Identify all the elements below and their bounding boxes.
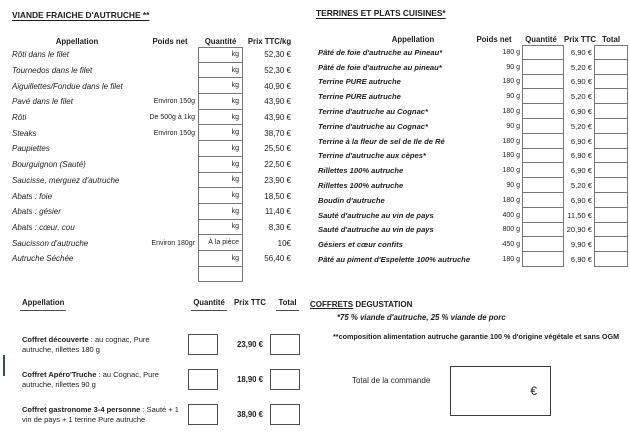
- product-name: Terrine d'autruche au Cognac*: [318, 121, 428, 131]
- product-row: [12, 78, 296, 94]
- order-total-label: Total de la commande: [352, 376, 431, 385]
- product-price: 52,30 €: [264, 50, 291, 60]
- fresh-meat-title: VIANDE FRAICHE D'AUTRUCHE **: [12, 10, 150, 20]
- fresh-meat-rows: [12, 47, 296, 267]
- total-input-box[interactable]: [594, 45, 628, 60]
- header-total: Total: [601, 34, 621, 44]
- product-name: Pâté de foie d'autruche au pineau*: [318, 62, 442, 72]
- total-input-box[interactable]: [270, 369, 300, 390]
- unit-label: À la pièce: [208, 239, 239, 247]
- header-poids-net: Poids net: [476, 34, 512, 44]
- total-input-box[interactable]: [270, 404, 300, 425]
- coffret-name-description: : au cognac, Pure autruche, rillettes 180 g: [22, 334, 150, 354]
- total-input-box[interactable]: [594, 60, 628, 75]
- product-price: 18,50 €: [264, 191, 291, 201]
- total-input-box[interactable]: [594, 119, 628, 134]
- footnote-meat-composition: *75 % viande d'autruche, 25 % viande de porc: [337, 313, 506, 322]
- quantity-input-box[interactable]: [522, 178, 564, 193]
- product-row: [316, 223, 628, 238]
- product-name: Terrine d'autruche au Cognac*: [318, 107, 428, 117]
- product-weight: 180 g: [502, 167, 520, 175]
- product-price: 6,90 €: [570, 47, 592, 57]
- product-row: [316, 45, 628, 60]
- product-row: [12, 125, 296, 141]
- product-row: [316, 119, 628, 134]
- unit-label: kg: [231, 113, 239, 121]
- product-weight: 90 g: [506, 182, 520, 190]
- quantity-input-box[interactable]: [198, 63, 243, 79]
- total-cell: [268, 369, 307, 390]
- product-price: 6,90 €: [570, 107, 592, 117]
- quantity-input-box[interactable]: [198, 251, 243, 267]
- quantity-input-box[interactable]: [198, 235, 243, 251]
- product-weight: De 500g à 1kg: [149, 114, 195, 122]
- product-price: 6,90 €: [570, 166, 592, 176]
- product-row: [12, 63, 296, 79]
- product-name: Abats : cœur, cou: [12, 222, 75, 232]
- trailing-empty-row: [12, 267, 296, 283]
- degustation-title-underlined: COFFRETS: [310, 300, 354, 309]
- quantity-input-box[interactable]: [198, 267, 243, 283]
- product-weight: 180 g: [502, 78, 520, 86]
- unit-label: kg: [231, 160, 239, 168]
- product-name: Abats : gésier: [12, 207, 61, 217]
- quantity-cell: [186, 334, 232, 355]
- product-weight: 90 g: [506, 93, 520, 101]
- unit-label: kg: [231, 192, 239, 200]
- product-name: Gésiers et cœur confits: [318, 240, 403, 250]
- coffret-name: [12, 405, 186, 425]
- product-weight: Environ 150g: [153, 129, 195, 137]
- header-quantite: Quantité: [186, 298, 232, 311]
- quantity-input-box[interactable]: [522, 223, 564, 238]
- quantity-input-box[interactable]: [198, 188, 243, 204]
- product-price: 6,90 €: [570, 136, 592, 146]
- unit-label: kg: [231, 66, 239, 74]
- quantity-input-box[interactable]: [198, 157, 243, 173]
- total-cell: [268, 334, 307, 355]
- coffret-name-bold: Coffret Apéro'Truche: [22, 369, 97, 379]
- product-name: Boudin d'autruche: [318, 195, 385, 205]
- quantity-input-box[interactable]: [198, 141, 243, 157]
- product-name: Terrine d'autruche aux cèpes*: [318, 151, 426, 161]
- total-input-box[interactable]: [594, 75, 628, 90]
- product-name: Terrine PURE autruche: [318, 77, 401, 87]
- product-row: [12, 94, 296, 110]
- degustation-section: [310, 300, 630, 440]
- footnote-feed-guarantee: **composition alimentation autruche garantie 100 % d'origine végétale et sans OGM: [333, 332, 620, 341]
- coffret-name: [12, 370, 186, 390]
- product-row: [316, 104, 628, 119]
- product-weight: 180 g: [502, 108, 520, 116]
- product-name: Pâté au piment d'Espelette 100% autruche: [318, 255, 471, 265]
- product-weight: 180 g: [502, 152, 520, 160]
- margin-change-bar: [3, 355, 5, 376]
- terrines-section: [316, 8, 628, 267]
- quantity-input-box[interactable]: [198, 78, 243, 94]
- product-name: Saucisse, merguez d'autruche: [12, 175, 120, 185]
- product-weight: 180 g: [502, 196, 520, 204]
- product-row: [316, 149, 628, 164]
- product-name: Terrine à la fleur de sel de Ile de Ré: [318, 136, 445, 146]
- product-row: [316, 252, 628, 267]
- quantity-input-box[interactable]: [188, 404, 218, 425]
- quantity-input-box[interactable]: [522, 193, 564, 208]
- unit-label: kg: [231, 207, 239, 215]
- product-row: [316, 134, 628, 149]
- product-name: Paupiettes: [12, 144, 50, 154]
- total-input-box[interactable]: [594, 134, 628, 149]
- quantity-input-box[interactable]: [198, 173, 243, 189]
- coffret-row: [12, 398, 308, 431]
- product-row: [316, 193, 628, 208]
- coffret-name-description: : au Cognac, Pure autruche, rillettes 90 g: [22, 369, 159, 389]
- order-total-input-box[interactable]: [450, 366, 551, 416]
- product-price: 5,20 €: [570, 181, 592, 191]
- header-appellation: Appellation: [391, 34, 435, 44]
- product-price: 6,90 €: [570, 195, 592, 205]
- product-row: [12, 235, 296, 251]
- total-input-box[interactable]: [594, 149, 628, 164]
- product-weight: 400 g: [502, 211, 520, 219]
- header-quantite: Quantité: [204, 36, 237, 46]
- unit-label: kg: [231, 223, 239, 231]
- product-weight: 800 g: [502, 226, 520, 234]
- product-price: 43,90 €: [264, 97, 291, 107]
- product-weight: 180 g: [502, 48, 520, 56]
- quantity-input-box[interactable]: [522, 104, 564, 119]
- product-row: [316, 75, 628, 90]
- quantity-input-box[interactable]: [198, 204, 243, 220]
- total-cell: [268, 404, 307, 425]
- product-row: [316, 178, 628, 193]
- product-price: 5,20 €: [570, 92, 592, 102]
- quantity-input-box[interactable]: [198, 94, 243, 110]
- header-prix-ttc-kg: Prix TTC/kg: [247, 36, 292, 46]
- quantity-input-box[interactable]: [522, 75, 564, 90]
- coffret-price: 38,90 €: [236, 410, 263, 419]
- product-weight: 90 g: [506, 122, 520, 130]
- product-name: Pavé dans le filet: [12, 97, 73, 107]
- coffret-name-bold: Coffret découverte: [22, 334, 89, 344]
- quantity-input-box[interactable]: [522, 163, 564, 178]
- coffrets-header-row: [12, 298, 308, 311]
- quantity-input-box[interactable]: [522, 60, 564, 75]
- product-row: [12, 220, 296, 236]
- product-price: 11,40 €: [264, 207, 291, 217]
- total-input-box[interactable]: [594, 163, 628, 178]
- unit-label: kg: [231, 82, 239, 90]
- terrines-header-row: [316, 33, 628, 45]
- quantity-input-box[interactable]: [522, 149, 564, 164]
- quantity-input-box[interactable]: [522, 208, 564, 223]
- quantity-input-box[interactable]: [522, 237, 564, 252]
- product-name: Autruche Séchée: [12, 254, 74, 264]
- product-price: 38,70 €: [264, 128, 291, 138]
- coffret-name: [12, 335, 186, 355]
- unit-label: kg: [231, 144, 239, 152]
- product-row: [12, 110, 296, 126]
- product-price: 20,90 €: [566, 225, 592, 235]
- product-price: 23,90 €: [264, 175, 291, 185]
- product-price: 22,50 €: [264, 160, 291, 170]
- header-appellation: Appellation: [12, 298, 186, 311]
- total-input-box[interactable]: [594, 193, 628, 208]
- unit-label: kg: [231, 176, 239, 184]
- header-quantite: Quantité: [525, 34, 557, 44]
- quantity-input-box[interactable]: [198, 220, 243, 236]
- quantity-input-box[interactable]: [188, 334, 218, 355]
- degustation-title-rest: DEGUSTATION: [353, 300, 413, 309]
- product-weight: 90 g: [506, 63, 520, 71]
- product-price: 6,90 €: [570, 77, 592, 87]
- product-price: 40,90 €: [264, 81, 291, 91]
- total-input-box[interactable]: [594, 237, 628, 252]
- total-input-box[interactable]: [594, 223, 628, 238]
- product-row: [12, 251, 296, 267]
- total-input-box[interactable]: [594, 178, 628, 193]
- product-name: Saucisson d'autruche: [12, 238, 89, 248]
- header-prix-ttc: Prix TTC: [564, 34, 597, 44]
- product-name: Abats : foie: [12, 191, 53, 201]
- product-price: 11,50 €: [567, 210, 592, 220]
- product-row: [12, 204, 296, 220]
- product-price: 5,20 €: [570, 121, 592, 131]
- unit-label: kg: [231, 51, 239, 59]
- product-price: 8,30 €: [268, 222, 291, 232]
- quantity-cell: [186, 404, 232, 425]
- product-name: Tournedos dans le filet: [12, 66, 93, 76]
- product-name: Aiguillettes/Fondue dans le filet: [12, 81, 123, 91]
- product-price: 6,90 €: [570, 151, 592, 161]
- product-price: 56,40 €: [264, 254, 291, 264]
- quantity-input-box[interactable]: [522, 45, 564, 60]
- product-weight: 180 g: [502, 137, 520, 145]
- product-name: Rôti dans le filet: [12, 50, 69, 60]
- quantity-input-box[interactable]: [198, 110, 243, 126]
- product-row: [12, 188, 296, 204]
- product-row: [316, 60, 628, 75]
- quantity-input-box[interactable]: [522, 89, 564, 104]
- coffrets-rows: [12, 328, 308, 431]
- quantity-input-box[interactable]: [522, 252, 564, 267]
- product-row: [316, 89, 628, 104]
- product-price: 6,90 €: [570, 255, 592, 265]
- header-prix-ttc: Prix TTC: [233, 298, 267, 307]
- product-weight: 450 g: [502, 241, 520, 249]
- euro-sign: €: [530, 384, 537, 398]
- total-input-box[interactable]: [594, 252, 628, 267]
- quantity-input-box[interactable]: [198, 125, 243, 141]
- header-appellation: Appellation: [55, 36, 99, 46]
- product-price: 5,20 €: [570, 62, 592, 72]
- total-input-box[interactable]: [594, 89, 628, 104]
- header-poids-net: Poids net: [152, 36, 188, 46]
- coffret-price: 18,90 €: [236, 375, 263, 384]
- total-input-box[interactable]: [594, 104, 628, 119]
- product-row: [12, 141, 296, 157]
- quantity-input-box[interactable]: [188, 369, 218, 390]
- fresh-meat-section: [12, 10, 296, 282]
- product-price: 9,90 €: [570, 240, 592, 250]
- quantity-input-box[interactable]: [522, 134, 564, 149]
- product-row: [316, 163, 628, 178]
- product-price: 10€: [277, 238, 291, 248]
- product-name: Steaks: [12, 128, 37, 138]
- unit-label: kg: [231, 97, 239, 105]
- product-name: Pâté de foie d'autruche au Pineau*: [318, 47, 443, 57]
- quantity-input-box[interactable]: [198, 47, 243, 63]
- terrines-title: TERRINES ET PLATS CUISINES*: [316, 8, 446, 18]
- total-input-box[interactable]: [270, 334, 300, 355]
- coffret-name-description: : Sauté + 1 vin de pays + 1 terrine Pure autruche: [22, 404, 179, 424]
- fresh-meat-header-row: [12, 35, 296, 47]
- product-row: [12, 157, 296, 173]
- degustation-title: [310, 300, 630, 309]
- product-name: Rillettes 100% autruche: [318, 181, 404, 191]
- product-weight: Environ 150g: [153, 98, 195, 106]
- product-name: Sauté d'autruche au vin de pays: [318, 210, 434, 220]
- unit-label: kg: [231, 129, 239, 137]
- product-row: [316, 208, 628, 223]
- coffret-name-bold: Coffret gastronome 3-4 personne: [22, 404, 141, 414]
- total-input-box[interactable]: [594, 208, 628, 223]
- product-weight: Environ 180gr: [151, 239, 195, 247]
- coffrets-section: [12, 298, 308, 433]
- product-weight: 180 g: [502, 256, 520, 264]
- coffret-row: [12, 363, 308, 396]
- product-row: [12, 173, 296, 189]
- unit-label: kg: [231, 254, 239, 262]
- coffret-price: 23,90 €: [236, 340, 263, 349]
- product-price: 52,30 €: [264, 66, 291, 76]
- quantity-cell: [186, 369, 232, 390]
- product-row: [316, 237, 628, 252]
- product-name: Rillettes 100% autruche: [318, 166, 404, 176]
- coffret-row: [12, 328, 308, 361]
- product-row: [12, 47, 296, 63]
- terrines-rows: [316, 45, 628, 267]
- product-name: Bourguignon (Sauté): [12, 160, 86, 170]
- product-name: Terrine PURE autruche: [318, 92, 401, 102]
- product-price: 25,50 €: [264, 144, 291, 154]
- product-name: Rôti: [12, 113, 27, 123]
- product-name: Sauté d'autruche au vin de pays: [318, 225, 434, 235]
- quantity-input-box[interactable]: [522, 119, 564, 134]
- product-price: 43,90 €: [264, 113, 291, 123]
- header-total: Total: [268, 298, 307, 311]
